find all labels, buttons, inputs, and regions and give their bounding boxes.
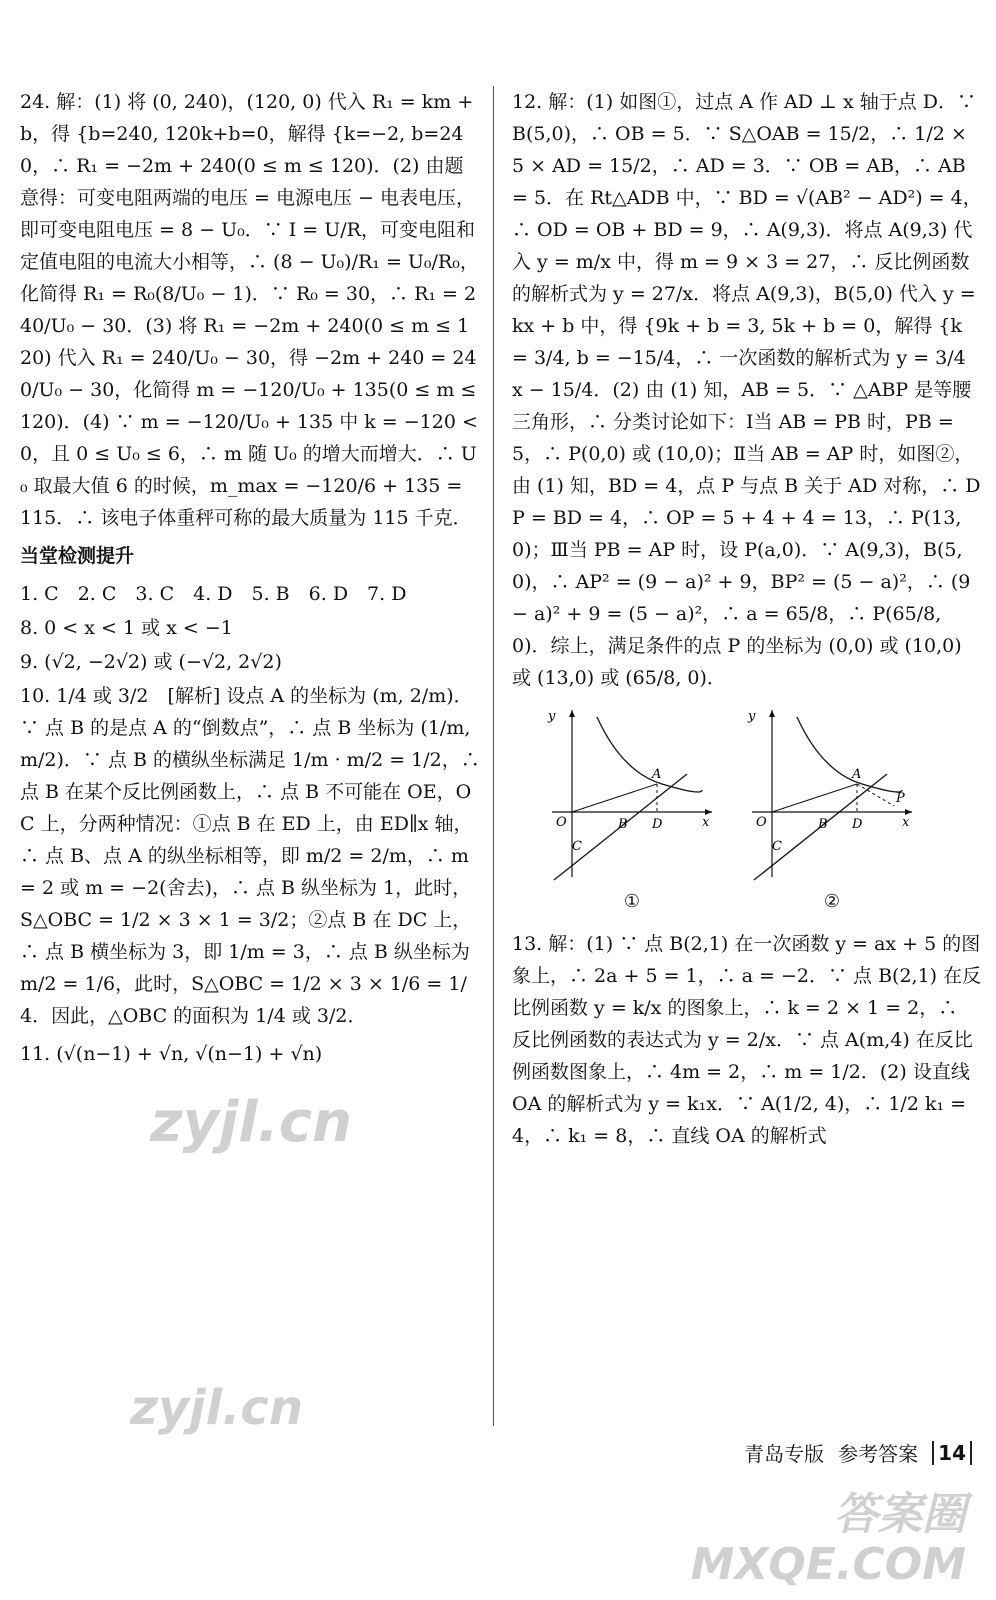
section-label: 参考答案 [838, 1442, 919, 1466]
figure-1-label: ① [623, 891, 641, 912]
x-label: x [902, 815, 910, 830]
watermark-3-bottom: MXQE.COM [690, 1539, 966, 1590]
d-label: D [652, 817, 663, 832]
column-divider [493, 86, 494, 1426]
p-label: P [896, 791, 905, 806]
watermark-3-top: 答案圈 [834, 1489, 966, 1540]
left-column [20, 86, 480, 1072]
right-column [512, 86, 982, 1158]
figure-2-label: ② [823, 891, 841, 912]
answer-8: 8. 0 < x < 1 或 x < −1 [20, 617, 233, 639]
page-footer [744, 1438, 972, 1467]
answer-11: 11. (√(n−1) + √n, √(n−1) + √n) [20, 1043, 323, 1065]
d-label: D [852, 817, 863, 832]
figure-2 [742, 702, 922, 918]
o-label: O [756, 815, 767, 830]
x-label: x [702, 815, 710, 830]
hyperbola-curve [597, 717, 702, 792]
section-title: 当堂检测提升 [20, 545, 135, 567]
watermark-3 [691, 1490, 966, 1590]
answer-10: 10. 1/4 或 3/2 [解析] 设点 A 的坐标为 (m, 2/m)．∵ 点 B 的是点 A 的“倒数点”，∴ 点 B 坐标为 (1/m, m/2)．∵ 点 B 的横纵坐标满足 1/m · m/2 = 1/2，∴ 点 B 在某个反比例函数上，∴ 点 B 不可能在 OE，OC 上，分两种情况：①点 B 在 ED 上，由 ED∥x 轴，∴ 点 B、点 A 的纵坐标相等，即 m/2 = 2/m，∴ m = 2 或 m = −2(舍去)，∴ 点 B 纵坐标为 1，此时，S△OBC = 1/2 × 3 × 1 = 3/2；②点 B 在 DC 上，∴ 点 B 横坐标为 3，即 1/m = 3，∴ 点 B 纵坐标为 m/2 = 1/6，此时，S△OBC = 1/2 × 3 × 1/6 = 1/4．因此，△OBC 的面积为 1/4 或 3/2． [20, 685, 480, 1027]
hyperbola-curve [797, 717, 902, 792]
y-label: y [748, 709, 756, 724]
y-label: y [548, 709, 556, 724]
a-label: A [652, 767, 662, 782]
watermark-2: zyjl.cn [130, 1380, 303, 1436]
a-label: A [852, 767, 862, 782]
problem-13-solution: 13. 解：(1) ∵ 点 B(2,1) 在一次函数 y = ax + 5 的图象上，∴ 2a + 5 = 1，∴ a = −2．∵ 点 B(2,1) 在反比例函数 y = k/x 的图象上，∴ k = 2 × 1 = 2，∴ 反比例函数的表达式为 y = 2/x．∵ 点 A(m,4) 在反比例函数图象上，∴ 4m = 2，∴ m = 1/2．(2) 设直线 OA 的解析式为 y = k₁x．∵ A(1/2, 4)，∴ 1/2 k₁ = 4，∴ k₁ = 8，∴ 直线 OA 的解析式 [512, 933, 982, 1147]
answers-1-7: 1. C 2. C 3. C 4. D 5. B 6. D 7. D [20, 583, 407, 605]
y-axis-arrow [769, 710, 775, 717]
figures [542, 702, 982, 918]
answer-9: 9. (√2, −2√2) 或 (−√2, 2√2) [20, 651, 282, 673]
c-label: C [572, 839, 582, 854]
b-label: B [818, 817, 828, 832]
watermark-1: zyjl.cn [150, 1090, 352, 1155]
problem-12-solution: 12. 解：(1) 如图①，过点 A 作 AD ⊥ x 轴于点 D．∵ B(5,0)，∴ OB = 5．∵ S△OAB = 15/2，∴ 1/2 × 5 × AD = 15/2，∴ AD = 3．∵ OB = AB，∴ AB = 5．在 Rt△ADB 中，∵ BD = √(AB² − AD²) = 4，∴ OD = OB + BD = 9，∴ A(9,3)．将点 A(9,3) 代入 y = m/x 中，得 m = 9 × 3 = 27，∴ 反比例函数的解析式为 y = 27/x．将点 A(9,3)，B(5,0) 代入 y = kx + b 中，得 {9k + b = 3, 5k + b = 0，解得 {k = 3/4, b = −15/4，∴ 一次函数的解析式为 y = 3/4 x − 15/4．(2) 由 (1) 知，AB = 5．∵ △ABP 是等腰三角形，∴ 分类讨论如下：Ⅰ当 AB = PB 时，PB = 5，∴ P(0,0) 或 (10,0)；Ⅱ当 AB = AP 时，如图②，由 (1) 知，BD = 4，点 P 与点 B 关于 AD 对称，∴ DP = BD = 4，∴ OP = 5 + 4 + 4 = 13，∴ P(13,0)；Ⅲ当 PB = AP 时，设 P(a,0)．∵ A(9,3)，B(5,0)，∴ AP² = (9 − a)² + 9，BP² = (5 − a)²，∴ (9 − a)² + 9 = (5 − a)²，∴ a = 65/8，∴ P(65/8, 0)．综上，满足条件的点 P 的坐标为 (0,0) 或 (10,0) 或 (13,0) 或 (65/8, 0)． [512, 91, 982, 689]
edition-label: 青岛专版 [744, 1442, 825, 1466]
figure-1 [542, 702, 722, 918]
c-label: C [772, 839, 782, 854]
y-axis-arrow [569, 710, 575, 717]
o-label: O [556, 815, 567, 830]
page-number: 14 [932, 1441, 972, 1465]
figure-2-graph [742, 702, 922, 882]
figure-1-graph [542, 702, 722, 882]
problem-24-solution: 24. 解：(1) 将 (0, 240)，(120, 0) 代入 R₁ = km + b，得 {b=240, 120k+b=0，解得 {k=−2, b=240，∴ R₁ = −2m + 240(0 ≤ m ≤ 120)．(2) 由题意得：可变电阻两端的电压 = 电源电压 − 电表电压，即可变电阻电压 = 8 − U₀．∵ I = U/R，可变电阻和定值电阻的电流大小相等，∴ (8 − U₀)/R₁ = U₀/R₀，化简得 R₁ = R₀(8/U₀ − 1)．∵ R₀ = 30，∴ R₁ = 240/U₀ − 30．(3) 将 R₁ = −2m + 240(0 ≤ m ≤ 120) 代入 R₁ = 240/U₀ − 30，得 −2m + 240 = 240/U₀ − 30，化简得 m = −120/U₀ + 135(0 ≤ m ≤ 120)．(4) ∵ m = −120/U₀ + 135 中 k = −120 < 0，且 0 ≤ U₀ ≤ 6，∴ m 随 U₀ 的增大而增大．∴ U₀ 取最大值 6 的时候，m_max = −120/6 + 135 = 115．∴ 该电子体重秤可称的最大质量为 115 千克． [20, 91, 479, 529]
b-label: B [618, 817, 628, 832]
